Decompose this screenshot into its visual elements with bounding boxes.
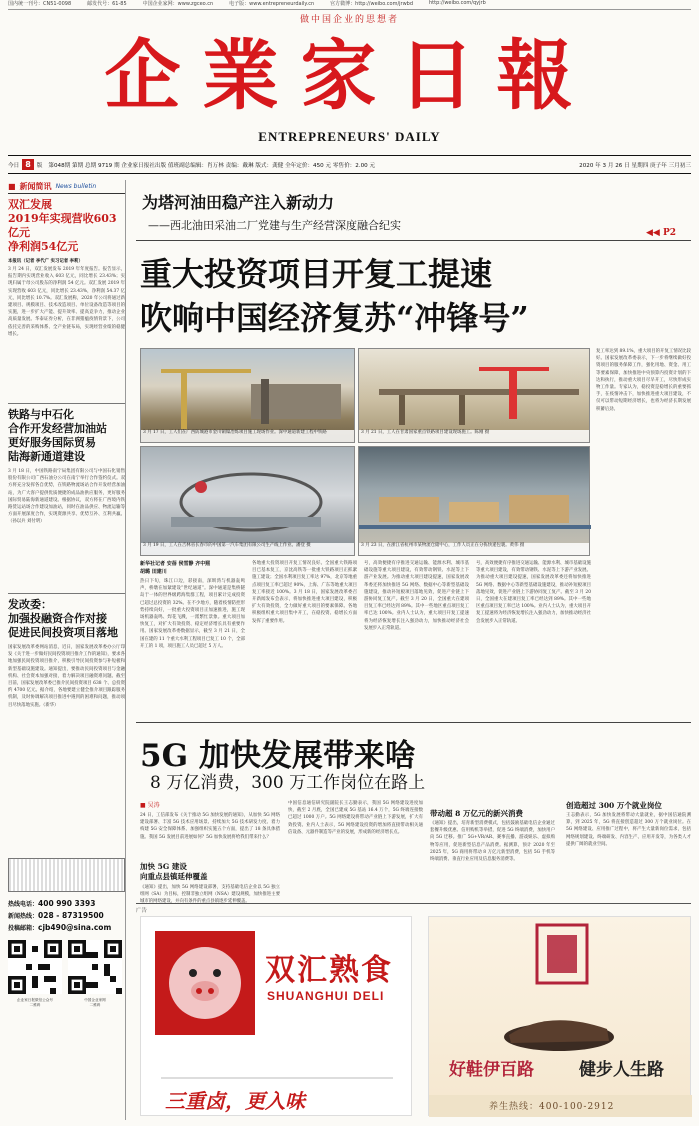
qr-code-icon[interactable] bbox=[8, 940, 62, 994]
issue-date: 2020 年 3 月 26 日 星期四 庚子年 三月初三 bbox=[579, 162, 691, 169]
issue-info-bar bbox=[8, 155, 691, 174]
main-headline[interactable] bbox=[140, 252, 529, 340]
contact-block bbox=[8, 898, 125, 934]
fiveg-byline: ■ 吴涛 bbox=[140, 802, 160, 809]
feature-column-5: 号，高效便捷有序推进交通运输、能源水利、城市基础设施等重大项目建设，有效带动钢铁、水泥等上下游产业发展。为推动重大项目建设提速，国家发展改革委还将加快推进 5G 网络、数据中心等新型基础设施建设，推动补短板项目落地见效，促进产业链上下游协同复工复产。截至 3 月 20 日，全国重大在建项目复工率已经达到 89%。其中一些地区重点项目复工率已达 100%。业内人士认为，重大项目开复工提速将为经济恢复增长注入强劲动力，加快推动经济社会发展步入正常轨道。 bbox=[476, 561, 591, 624]
fiveg-column-3: 《通知》提出，培育新型消费模式，包括鼓励基础电信企业通过套餐升级优惠、信用购机等举措，促进 5G 终端消费，加快用户向 5G 迁移。推广 5G+VR/AR、赛事直播、游戏娱乐、虚拟购物等应用，促进新型信息产品消费。据测算，预计 2020 年至 2025 年，5G 商用将带动 8 万亿元新型消费，包括 5G 手机等终端消费、垂直行业应用及信息服务消费等。 bbox=[430, 821, 555, 863]
qr-caption-1: 企业家日报微信公众号 二维码 bbox=[17, 998, 53, 1007]
feature-byline: 新华社记者 安蓓 侯雪静 齐中熙 胡璐 田建川 bbox=[140, 561, 211, 575]
yibailu-ad[interactable] bbox=[428, 916, 691, 1116]
newsline-label: 新闻热线： bbox=[8, 913, 39, 920]
news-bulletin-bar bbox=[8, 180, 125, 194]
feature-kicker-sub: ——西北油田采油二厂党建与生产经营深度融合纪实 bbox=[148, 219, 401, 232]
hotline-label: 热线电话： bbox=[8, 901, 39, 908]
issue-details: 第048期 第期 总期 9719 期 企业家日报社出版 值班副总编辑：肖万林 责编：戴琳 版式：龚健 全年定价：450 元 零售价：2.00 元 bbox=[48, 162, 376, 169]
divider bbox=[136, 240, 691, 241]
feature-column-2: 各地重大投资项目开复工情况良好。全国重大铁路项目已基本复工，京沈高铁等一批重大铁路项目正抓紧施工建设；全国水利项目复工率达 97%，北京等地重点项目复工率已超过 90%，上海、广东等地重大项目复工率接近 100%。3 月 18 日，国家发展改革委召开新闻发布会表示，将加快推进重大项目建设，积极扩大有效投资，全力做好重大项目的要素保障。各地积极组织重大项目集中开工，在稳投资、稳增长方面发挥了重要作用。 bbox=[252, 561, 357, 624]
fiveg-column-4: 王志勤表示，5G 加快发展将带动大量就业，据中国信通院测算，到 2025 年，5G 将直接创造超过 300 万个就业岗位。在 5G 网络建设、应用推广过程中，将产生大量新岗位需求，包括网络规划建设、终端研发、内容生产、应用开发等，为各类人才提供广阔的就业空间。 bbox=[566, 813, 691, 847]
news-photo-1[interactable] bbox=[140, 348, 355, 443]
news-photo-3[interactable] bbox=[140, 446, 355, 556]
top-info-item: 邮发代号：61-85 bbox=[87, 1, 127, 7]
qr-code-icon[interactable] bbox=[68, 940, 122, 994]
top-info-item: http://weibo.com/qyjrb bbox=[429, 0, 486, 6]
shuanghui-slogan: 三重卤，更入味 bbox=[165, 1089, 305, 1113]
fiveg-column-2: 中国信息通信研究院副院长王志勤表示，我国 5G 网络建设进度加快，截至 2 月底，全国已建成 5G 基站 16.4 万个，5G 终端连接数已超过 1000 万户。5G 网络建设将带动产业链上下游发展，扩大有效投资。业内人士表示，5G 网络建设投资的增加将直接带动相关通信设备、元器件制造等产业的发展，形成新的经济增长点。 bbox=[288, 801, 423, 835]
brief-headline-2[interactable]: 铁路与中石化 合作开发经营加油站 更好服务国际贸易 陆海新通道建设 bbox=[8, 408, 107, 463]
brief-headline-3[interactable]: 发改委： 加强投融资合作对接 促进民间投资项目落地 bbox=[8, 598, 118, 639]
ad-divider bbox=[136, 903, 691, 904]
email-address[interactable]: cjb490@sina.com bbox=[38, 923, 112, 932]
masthead-title: 企業家日報 bbox=[104, 31, 595, 120]
fiveg-subhead-3: 创造超过 300 万个就业岗位 bbox=[566, 801, 662, 810]
divider bbox=[8, 403, 125, 404]
yibailu-slogan-a: 好鞋伊百路 bbox=[449, 1060, 534, 1080]
top-info-item: 官方微博：http://weibo.com/jrwbd bbox=[330, 1, 414, 7]
divider bbox=[8, 593, 125, 594]
feature-kicker[interactable]: 为塔河油田稳产注入新动力 bbox=[142, 193, 335, 212]
today-label: 今日 bbox=[8, 162, 20, 169]
qr-caption-2: 中国企业家网 二维码 bbox=[84, 998, 106, 1007]
page-reference-label: P2 bbox=[662, 228, 677, 238]
photo-caption-1: 3 月 17 日，工人们在广西防城港市金川铜镍冶炼项目施工现场作业。深中通道新建工程中铁路 bbox=[141, 430, 354, 442]
bulletin-icon: ■ bbox=[8, 182, 16, 191]
warehouse-icon bbox=[359, 447, 591, 557]
left-column bbox=[8, 180, 126, 1120]
fiveg-subhead-1: 加快 5G 建设 向重点县镇延伸覆盖 bbox=[140, 862, 208, 881]
feature-column-3: 号，高效便捷有序推进交通运输、能源水利、城市基础设施等重大项目建设，有效带动钢铁、水泥等上下游产业发展。为推动重大项目建设提速，国家发展改革委还将加快推进 5G 网络、数据中心等新型基础设施建设，推动补短板项目落地见效，促进产业链上下游协同复工复产。截至 3 月 20 日，全国重大在建项目复工率已经达到 89%。其中一些地区重点项目复工率已达 100%。业内人士认为，重大项目开复工提速将为经济恢复增长注入强劲动力，加快推动经济社会发展步入正常轨道。 bbox=[364, 561, 469, 631]
top-divider bbox=[8, 9, 691, 10]
factory-line-icon bbox=[141, 447, 356, 557]
shuanghui-brand: 双汇熟食 bbox=[265, 953, 393, 988]
qr-block-2 bbox=[68, 940, 122, 1008]
top-info-line bbox=[8, 0, 691, 8]
stamp-box bbox=[8, 858, 125, 892]
page-count-suffix: 版 bbox=[36, 162, 43, 169]
top-info-item: 中国企业家网：www.zgceo.cn bbox=[142, 1, 214, 7]
main-headline-line-1: 重大投资项目开复工提速 bbox=[140, 255, 493, 293]
brief-headline-1[interactable]: 双汇发展 2019年实现营收603亿元 净利润54亿元 bbox=[8, 198, 117, 253]
main-headline-line-2: 吹响中国经济复苏“冲锋号” bbox=[140, 299, 529, 337]
newsline-number[interactable]: 028 - 87319500 bbox=[38, 911, 104, 920]
qr-block-1 bbox=[8, 940, 62, 1008]
fiveg-subhead-2: 带动超 8 万亿元的新兴消费 bbox=[430, 809, 523, 818]
hotline-number[interactable]: 400 990 3393 bbox=[38, 899, 96, 908]
fiveg-column-1b: 《通知》提出，加快 5G 网络建设部署，支持基础电信企业以 5G 独立组网（SA）为目标，控制非独立组网（NSA）建设规模，加快推进主要城市的网络建设，并向有条件的重点县镇逐步延伸覆盖。 bbox=[140, 885, 280, 905]
photo-caption-2: 3 月 21 日，工人在甘肃国家重点铁路项目建设现场施工。陈刚 摄 bbox=[359, 430, 589, 442]
masthead-english: ENTREPRENEURS' DAILY bbox=[258, 129, 441, 144]
feature-column-1: 热日下旬，珠江口边，彩接南，深圳湾与机器轰鸣声，桥墩在加紧建设“世纪通道”。深中通道是集桥隧岛于一体的世界级跨海集群工程，项目累计完成投资已超过总投资的 32%。在不少地方，随着疫情防控形势持续向好，一批重大投资项目正加速推进，施工现场机器轰鸣、焊花飞溅，一派繁忙景象。重大项目加快复工，对扩大有效投资、稳定经济增长具有重要作用。国家发展改革委数据显示，截至 3 月 21 日，全国在建的 11 个重大水利工程项目已复工 10 个，全部开工的 1 项，项目施工人员已超过 5 万人。 bbox=[140, 579, 245, 649]
arrow-icon: ◀◀ bbox=[646, 228, 663, 238]
top-info-item: 电子版：www.entrepreneurdaily.cn bbox=[229, 1, 315, 7]
masthead-slogan: 做中国企业的思想者 bbox=[299, 15, 399, 25]
news-photo-4[interactable] bbox=[358, 446, 590, 556]
brief-author-1: 本报讯（记者 李代广 实习记者 李莉） bbox=[8, 259, 83, 264]
top-info-item: 国内统一刊号：CN51-0098 bbox=[8, 1, 72, 7]
brief-body-2: 3 月 18 日，中国铁路南宁局集团有限公司与中国石化销售股份有限公司广西石油分公司在南宁举行合作签约仪式。双方将充分发挥各自优势，在铁路物流场站合作开发经营加油站，为广大客户提供优质便捷的成品油供应服务，更好服务国际贸易陆海新通道建设。根据协议，双方将在广西境内铁路货运站场合作建设加油站，同时在油品供应、物流运输等方面开展深度合作，实现资源共享、优势互补、互利共赢。（孙以兵 刘付明） bbox=[8, 469, 125, 525]
brief-body-1: 3 月 24 日，双汇发展发布 2019 年年度报告。报告显示，报告期内实现营业收入 603 亿元，同比增长 23.43%；实现归属于母公司股东的净利润 54 亿元。双汇发展 2019 年实现营收 603 亿元，同比增长 23.43%，净利润 54.37 亿元，同比增长 10.7%。双汇发展称，2020 年公司将通过新建项目、规模项目、技术改造项目、单位设备改造等项目的实施，进一步扩大产能、提升效率、提高竞争力，推动企业高质量发展。华泰证券分析，在非洲猪瘟疫情背景下，公司依托完善的采购体系、全产业链布局，实现经营业绩的稳健增长。 bbox=[8, 267, 125, 337]
yibailu-slogan-b: 健步人生路 bbox=[579, 1060, 664, 1080]
feature-column-4: 复工率达到 89.1%，重大项目的开复工情况比较好。国家发展改革委表示，下一步将继续做好投资项目的服务保障工作，强化用地、资金、用工等要素保障，加快推进中央预算内投资计划的下达和执行，推动重大项目尽早开工，尽快形成实物工作量。专家认为，稳投资是稳增长的重要抓手，在疫情冲击下，加快推进重大项目建设，不仅可以带动短期经济增长，也将为经济长期发展积蓄后劲。 bbox=[596, 349, 691, 412]
news-photo-2[interactable] bbox=[358, 348, 590, 443]
shuanghui-ad[interactable] bbox=[140, 916, 412, 1116]
yibailu-phone[interactable]: 养生热线：400-100-2912 bbox=[489, 1102, 615, 1112]
brief-body-3: 国家发展改革委网站消息，近日，国家发展改革委办公厅印发《关于进一步做好民间投资项目推介工作的通知》，要求各地加强民间投资项目推介，积极引导民间投资参与补短板和新型基础设施建设。通知提出，要推动民间投资项目与金融机构、社会资本加强对接，着力解决项目融资难问题。截至目前，国家发展改革委已推介民间投资项目 638 个、总投资约 4700 亿元。据介绍，各地要建立健全推介项目跟踪服务机制，及时协调解决项目推进中遇到的困难和问题，推动项目尽快落地实施。（新华） bbox=[8, 645, 125, 708]
page-reference[interactable] bbox=[646, 228, 676, 238]
shuanghui-brand-en: SHUANGHUI DELI bbox=[267, 989, 385, 1003]
divider bbox=[136, 722, 691, 723]
photo-caption-3: 3 月 19 日，工人在吉林省长春市的中国第一汽车集团有限公司生产线上作业。潘登 摄 bbox=[141, 543, 354, 555]
fiveg-headline[interactable]: 5G 加快发展带来啥 bbox=[140, 738, 416, 774]
page-count-badge: 8 bbox=[22, 159, 34, 170]
fiveg-column-1: 24 日，工信部发布《关于推动 5G 加快发展的通知》，从加快 5G 网络建设部署、丰富 5G 技术应用场景、持续加大 5G 技术研发力度、着力构建 5G 安全保障体系、加强组织实施五个方面，提出了 18 条具体措施。我国 5G 发展目前进展如何？5G 加快发展将给我们带来什么？ bbox=[140, 813, 280, 840]
email-label: 投稿邮箱： bbox=[8, 925, 39, 932]
qr-code-row bbox=[8, 940, 125, 1008]
news-bulletin-label: 新闻简讯 bbox=[19, 181, 52, 191]
news-bulletin-en: News bulletin bbox=[55, 183, 97, 190]
yibailu-ad-art bbox=[429, 917, 692, 1117]
ad-label: 广告 bbox=[136, 908, 148, 914]
fiveg-subhead: 8 万亿消费，300 万工作岗位在路上 bbox=[150, 773, 426, 793]
photo-caption-4: 3 月 23 日，在浙江省杭州市某物流仓储中心，工作人员正在分拣快递包裹。黄伟 摄 bbox=[359, 543, 589, 555]
